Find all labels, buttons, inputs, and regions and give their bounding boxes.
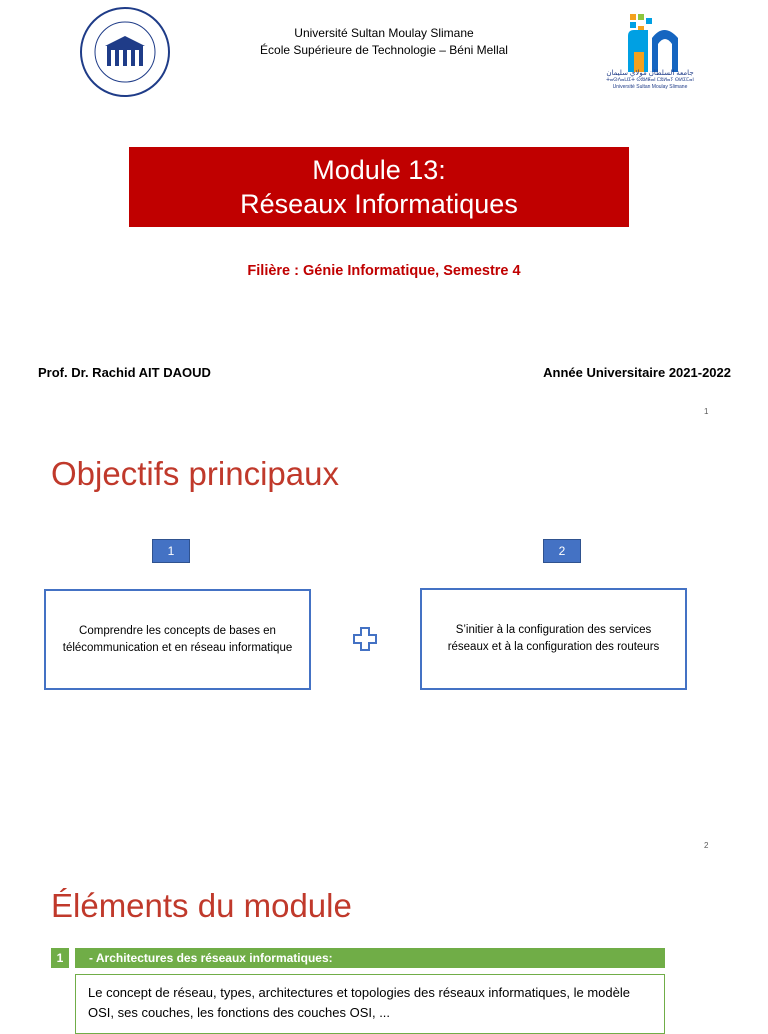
banner-line-1: Module 13:: [312, 155, 446, 185]
module-banner: [129, 147, 629, 227]
usms-logo-text: [604, 70, 696, 91]
school-name: École Supérieure de Technologie – Béni Mellal: [260, 43, 508, 57]
objectif-text-1: Comprendre les concepts de bases en télécommunication et en réseau informatique: [62, 624, 293, 654]
banner-line-2: Réseaux Informatiques: [240, 189, 518, 219]
objectif-box-2: [420, 588, 687, 690]
objectif-number-2: 2: [543, 539, 581, 563]
academic-year: Année Universitaire 2021-2022: [543, 365, 731, 380]
slide-number-2: 2: [704, 841, 709, 850]
objectifs-title: Objectifs principaux: [51, 455, 339, 492]
filiere-text: Filière : Génie Informatique, Semestre 4: [247, 263, 521, 279]
slide-number-1: 1: [704, 407, 709, 416]
professor-name: Prof. Dr. Rachid AIT DAOUD: [38, 365, 211, 380]
element-text-1: Le concept de réseau, types, architectures et topologies des réseaux informatiques, le modèle OSI, ses couches, les fonctions des couches OSI, ...: [88, 985, 630, 1020]
usms-logo-text-ar: جامعة السلطان مولاي سليمان: [606, 70, 694, 77]
element-heading-1: - Architectures des réseaux informatiques:: [75, 948, 665, 968]
objectif-box-1: [44, 589, 311, 690]
plus-icon: [352, 626, 378, 652]
elements-title: Éléments du module: [51, 887, 352, 924]
objectif-text-2: S’initier à la configuration des services réseaux et à la configuration des routeurs: [447, 624, 660, 653]
element-number-1: 1: [51, 948, 69, 968]
university-name: Université Sultan Moulay Slimane: [294, 26, 474, 40]
objectif-number-1: 1: [152, 539, 190, 563]
element-content-1: [75, 974, 665, 1034]
usms-logo-text-fr: Université Sultan Moulay Slimane: [612, 84, 688, 90]
usms-logo-text-tifinagh: ⵜⴰⵙⴷⴰⵡⵉⵜ ⵙⵓⵍⵟⴰⵏ ⵎⵓⵍⴰⵢ ⵙⵍⵉⵎⴰⵏ: [606, 77, 694, 83]
